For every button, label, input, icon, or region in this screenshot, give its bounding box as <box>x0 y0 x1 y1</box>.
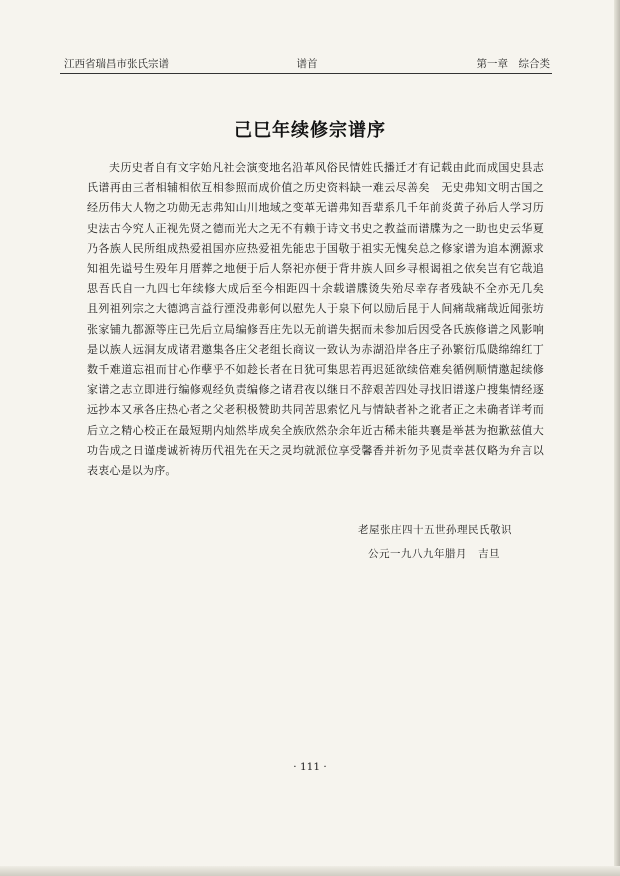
header-section: 谱首 <box>296 58 318 70</box>
header-divider <box>60 73 552 74</box>
page-bottom-shadow <box>0 866 620 876</box>
page-header <box>64 56 550 74</box>
signature-author: 老屋张庄四十五世孙理民氏敬识 <box>358 524 512 536</box>
page-edge-shadow <box>614 0 620 876</box>
page-title: 己巳年续修宗谱序 <box>234 120 386 141</box>
signature-date: 公元一九八九年腊月 吉旦 <box>368 548 500 560</box>
header-book-title: 江西省瑞昌市张氏宗谱 <box>64 58 169 70</box>
page-number: · 111 · <box>293 761 327 773</box>
header-chapter: 第一章 综合类 <box>476 58 550 70</box>
preface-body: 夫历史者自有文字始凡社会演变地名沿革风俗民情姓氏播迁才有记载由此而成国史县志氏谱再由三者相辅相依互相参照而成价值之历史资料缺一难云尽善矣 无史弗知文明古国之经历伟大人物之功勋无志弗知山川地域之变革无谱弗知吾辈系几千年前炎黄子孙后人学习历史法古今究人正视先贤之德而光大之无不有赖于诗文书史之教益而谱牒为之一助也史云华夏乃各族人民所组成热爱祖国亦应热爱祖先能忠于国敬于祖实无愧矣总之修家谱为追本溯源求知祖先谥号生殁年月厝葬之地便于后人祭祀亦便于背井族人回乡寻根谒祖之依矣岂有它哉追思吾氏自一九四七年续修大成后至今相距四十余载谱牒烫失殆尽幸存者残缺不全亦无几矣 且列祖列宗之大德鸿言益行湮没弗彰何以慰先人于泉下何以励后昆于人间痛哉痛哉近闻张坊张家铺九都源等庄已先后立局编修吾庄先以无前谱失据而未参加后因受各氏族修谱之风影响是以族人远洞友成诸君邀集各庄父老组长商议一致认为赤湖沿岸各庄子孙繁衍瓜瓞绵绵红丁数千难道忘祖而甘心作孽乎不如趁长者在日犹可集思若再迟延欲续倍难矣循例顺情邀起续修家谱之志立即进行编修观经负责编修之诸君夜以继日不辞艰苦四处寻找旧谱遂户搜集情经逐远抄本又承各庄热心者之父老积极赞助共同苦思索忆凡与情缺者补之讹者正之未确者详考而后立之精心校正在最短期内灿然毕成矣全族欣然杂余年近古稀未能共襄是举甚为抱歉兹值大功告成之日谨虔诚祈祷历代祖先在天之灵均就派位享受馨香并祈勿予见责幸甚仅略为弁言以表衷心是以为序。 <box>87 161 556 478</box>
